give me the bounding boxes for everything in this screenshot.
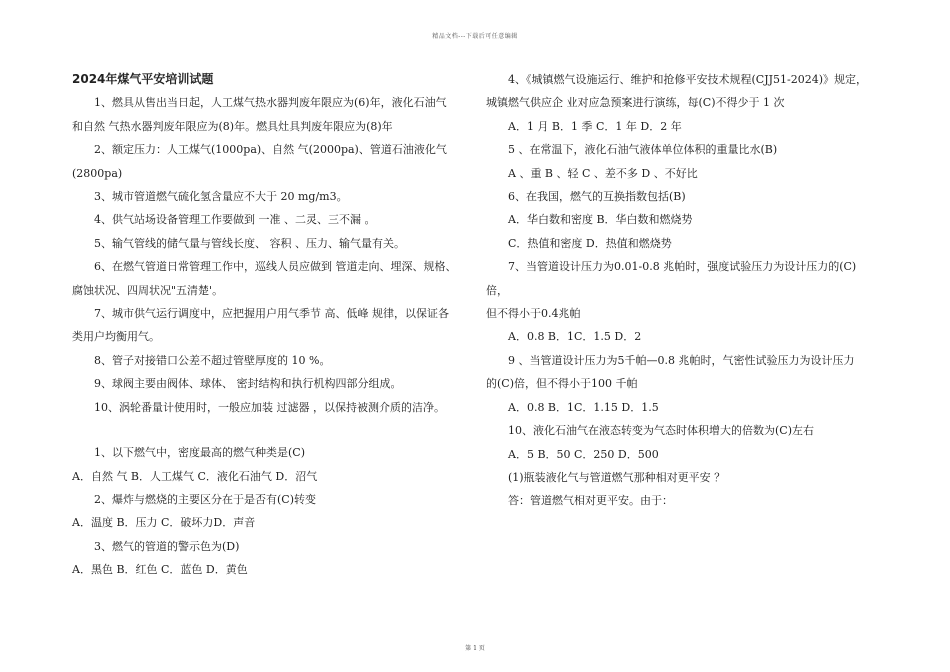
options-line: A．0.8 B．1C．1.5 D．2 — [508, 330, 642, 344]
question-line: 和自然 气热水器判废年限应为(8)年。燃具灶具判废年限应为(8)年 — [72, 119, 393, 133]
options-line: A．自然 气 B．人工煤气 C．液化石油气 D．沼气 — [72, 469, 318, 483]
question-line: 4、供气站场设备管理工作要做到 一准 、二灵、三不漏 。 — [94, 213, 376, 227]
page-title: 2024年煤气平安培训试题 — [72, 72, 214, 86]
options-line: A 、重 B 、轻 C 、差不多 D 、不好比 — [508, 166, 698, 180]
question-line: 6、在燃气管道日常管理工作中，巡线人员应做到 管道走向、埋深、规格、 — [94, 260, 457, 274]
essay-question: (1)瓶装液化气与管道燃气那种相对更平安 ？ — [508, 470, 726, 484]
question-line: 5、输气管线的储气量与管线长度、 容积 、压力、输气量有关。 — [94, 236, 405, 250]
question-line: 1、燃具从售出当日起，人工煤气热水器判废年限应为(6)年，液化石油气 — [94, 96, 447, 110]
question-line: 2、额定压力：人工煤气(1000pa)、自然 气(2000pa)、管道石油液化气 — [94, 143, 447, 157]
fill-in-section — [72, 91, 464, 419]
options-line: A．5 B．50 C．250 D．500 — [508, 447, 659, 461]
question-line: 9 、当管道设计压力为5千帕—0.8 兆帕时，气密性试验压力为设计压力 — [508, 353, 855, 367]
question-line: 但不得小于0.4兆帕 — [486, 307, 581, 321]
question-line: 4、《城镇燃气设施运行、维护和抢修平安技术规程(CJJ51-2024)》规定， — [508, 73, 868, 86]
options-line: A．华白数和密度 B．华白数和燃烧势 — [508, 213, 693, 227]
question-line: 7、当管道设计压力为0.01-0.8 兆帕时，强度试验压力为设计压力的(C)倍， — [486, 260, 857, 297]
question-line: 6、在我国，燃气的互换指数包括(B) — [508, 190, 686, 204]
question-line: 9、球阀主要由阀体、球体、 密封结构和执行机构四部分组成。 — [94, 377, 402, 391]
options-line: A．温度 B．压力 C．破坏力D．声音 — [72, 516, 256, 530]
options-line: A．1 月 B．1 季 C．1 年 D．2 年 — [508, 119, 682, 133]
question-line: 腐蚀状况、四周状况"五清楚'。 — [72, 283, 224, 297]
question-line: 10、液化石油气在液态转变为气态时体积增大的倍数为(C)左右 — [508, 424, 814, 438]
essay-answer: 答：管道燃气相对更平安。由于： — [508, 494, 673, 508]
question-line: 的(C)倍，但不得小于100 千帕 — [486, 377, 638, 391]
options-line: A．0.8 B．1C．1.15 D．1.5 — [508, 400, 659, 414]
question-line: 城镇燃气供应企 业对应急预案进行演练，每(C)不得少于 1 次 — [486, 96, 785, 110]
options-line: C．热值和密度 D．热值和燃烧势 — [508, 236, 672, 250]
question-line: 5 、在常温下，液化石油气液体单位体积的重量比水(B) — [508, 143, 778, 157]
page-header: 精品文档---下载后可任意编辑 — [432, 33, 518, 40]
right-column — [486, 68, 878, 513]
question-line: 2、爆炸与燃烧的主要区分在于是否有(C)转变 — [94, 492, 316, 506]
question-line: 3、城市管道燃气硫化氢含量应不大于 20 mg/m3。 — [94, 190, 348, 204]
question-line: 10、涡轮番量计使用时，一般应加装 过滤器 ，以保持被测介质的洁净。 — [94, 400, 445, 414]
section-gap — [72, 419, 464, 441]
question-line: 3、燃气的管道的警示色为(D) — [94, 539, 240, 553]
options-line: A．黑色 B．红色 C．蓝色 D．黄色 — [72, 563, 248, 577]
question-line: 1、以下燃气中，密度最高的燃气种类是(C) — [94, 446, 305, 460]
question-line: (2800pa) — [72, 166, 123, 180]
choice-section — [72, 441, 464, 581]
question-line: 8、管子对接错口公差不超过管壁厚度的 10 %。 — [94, 353, 331, 367]
left-column — [72, 68, 464, 582]
question-line: 7、城市供气运行调度中，应把握用户用气季节 高、低峰 规律，以保证各 — [94, 307, 449, 321]
question-line: 类用户均衡用气。 — [72, 330, 160, 344]
page-footer: 第 1 页 — [465, 645, 485, 652]
